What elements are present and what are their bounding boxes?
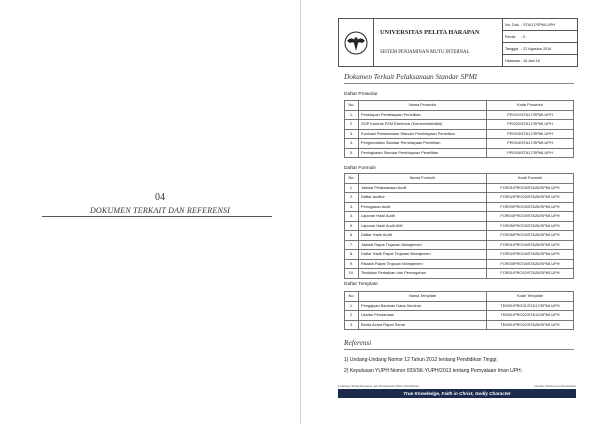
row-code: FOR04/PRO03/STA26/SPMI-UPH — [487, 212, 574, 222]
column-header: Kode Prosedur — [487, 101, 574, 111]
reference-item: 1) Undang-Undang Nomor 12 Tahun 2012 tentang Pendidikan Tinggi; — [344, 357, 498, 363]
row-number: 4. — [345, 212, 359, 222]
table-row — [345, 231, 574, 241]
chapter-number: 04 — [155, 192, 165, 203]
references-title: Referensi — [344, 338, 372, 347]
table-row — [345, 139, 574, 149]
row-number: 1. — [345, 110, 359, 120]
row-name: Penetapan Pembiayaan Penelitian — [359, 110, 487, 120]
row-code: PRO04/STA17/SPMI-UPH — [487, 139, 574, 149]
row-code: TEM01/PRO02/STA12/SPMI-UPH — [487, 311, 574, 321]
prosedur-label: Daftar Prosedur — [344, 92, 378, 97]
row-number: 1. — [345, 183, 359, 193]
row-number: 3. — [345, 129, 359, 139]
meta-row — [503, 55, 577, 66]
column-header: Kode Template — [487, 292, 574, 302]
table-header-row — [345, 174, 574, 184]
row-code: FOR02/PRO03/STA26/SPMI-UPH — [487, 193, 574, 203]
row-code: FOR06/PRO03/STA26/SPMI-UPH — [487, 231, 574, 241]
row-name: Pengendalian Standar Pembiayaan Penelitian — [359, 139, 487, 149]
table-row — [345, 202, 574, 212]
references-rule — [344, 349, 574, 350]
row-code: FOR01/PRO10/STA26/SPMI-UPH — [487, 269, 574, 279]
meta-key: Revisi — [505, 34, 516, 39]
row-code: TEM01/PRO01/STA17/SPMI-UPH — [487, 301, 574, 311]
row-number: 2. — [345, 193, 359, 203]
formulir-table — [344, 173, 574, 279]
row-number: 2. — [345, 120, 359, 130]
university-logo — [339, 19, 374, 66]
row-name: Usulan Pendanaan — [359, 311, 487, 321]
table-header-row — [345, 101, 574, 111]
row-number: 5. — [345, 148, 359, 158]
row-number: 9. — [345, 259, 359, 269]
table-row — [345, 193, 574, 203]
column-header: Nama Prosedur — [359, 101, 487, 111]
row-code: FOR01/PRO04/STA26/SPMI-UPH — [487, 240, 574, 250]
row-name: Laporan Hasil Audit — [359, 212, 487, 222]
table-row — [345, 148, 574, 158]
meta-key: Tanggal — [505, 46, 519, 51]
table-row — [345, 250, 574, 260]
column-header: Kode Formulir — [487, 174, 574, 184]
table-row — [345, 183, 574, 193]
table-row — [345, 259, 574, 269]
row-name: Jadwal Pelaksanaan Audit — [359, 183, 487, 193]
row-number: 1. — [345, 301, 359, 311]
meta-value: : 0 — [521, 34, 526, 39]
row-number: 4. — [345, 139, 359, 149]
row-name: Evaluasi Pelaksanaan Standar Pembiayaan Penelitian — [359, 129, 487, 139]
row-number: 2. — [345, 311, 359, 321]
row-number: 8. — [345, 250, 359, 260]
row-number: 5. — [345, 221, 359, 231]
chapter-rule — [42, 216, 272, 217]
column-header: Nama Template — [359, 292, 487, 302]
template-table — [344, 291, 574, 330]
chapter-title: DOKUMEN TERKAIT DAN REFERENSI — [89, 206, 231, 215]
table-row — [345, 110, 574, 120]
meta-key: No. Dok. — [505, 22, 520, 27]
eagle-crest-icon — [343, 30, 369, 56]
row-name: Daftar Hadir Rapat Tinjauan Manajemen — [359, 250, 487, 260]
system-name: SISTEM PENJAMINAN MUTU INTERNAL — [380, 50, 470, 55]
meta-row — [503, 19, 577, 31]
meta-key: Halaman — [505, 58, 521, 63]
table-row — [345, 311, 574, 321]
meta-value: : STA/17/SPMI-UPH — [521, 22, 556, 27]
meta-value: : 22 Agustus 2016 — [521, 46, 552, 51]
row-name: Jadwal Rapat Tinjauan Manajemen — [359, 240, 487, 250]
column-header: No. — [345, 174, 359, 184]
formulir-label: Daftar Formulir — [344, 166, 376, 171]
template-label: Daftar Template — [344, 282, 378, 287]
title-rule — [344, 83, 574, 84]
table-row — [345, 212, 574, 222]
row-name: Daftar Auditor — [359, 193, 487, 203]
page-gutter — [300, 0, 301, 424]
prosedur-table — [344, 100, 574, 158]
row-name: SOP Kontrak PZM Eksternal (Kemenristekdikti) — [359, 120, 487, 130]
document-title: Dokumen Terkait Pelaksanaan Standar SPMI — [344, 72, 478, 81]
row-code: PRO03/STA17/SPMI-UPH — [487, 129, 574, 139]
row-number: 6. — [345, 231, 359, 241]
column-header: Nama Formulir — [359, 174, 487, 184]
footer-motto: True Knowledge, Faith in Christ, Godly Character — [338, 389, 576, 398]
row-number: 3. — [345, 320, 359, 330]
row-code: FOR01/PRO03/STA26/SPMI-UPH — [487, 183, 574, 193]
row-name: Berita Acara Rapat Senat — [359, 320, 487, 330]
table-row — [345, 129, 574, 139]
column-header: No. — [345, 292, 359, 302]
footer-institution: Lembaga Pengembangan dan Penjaminan Mutu Pendidikan — [338, 384, 420, 388]
table-header-row — [345, 292, 574, 302]
row-code: PRO05/STA17/SPMI-UPH — [487, 148, 574, 158]
table-row — [345, 120, 574, 130]
meta-row — [503, 31, 577, 43]
row-name: Laporan Hasil Audit AMI — [359, 221, 487, 231]
row-name: Pengajuan Bantuan Dana Seminar — [359, 301, 487, 311]
row-code: PRO01/STA17/SPMI-UPH — [487, 110, 574, 120]
row-name: Penugasan Audit — [359, 202, 487, 212]
row-name: Tindakan Perbaikan dan Pencegahan — [359, 269, 487, 279]
table-row — [345, 240, 574, 250]
row-code: PRO02/STA17/SPMI-UPH — [487, 120, 574, 130]
meta-row — [503, 43, 577, 55]
university-name: UNIVERSITAS PELITA HARAPAN — [380, 29, 480, 36]
table-row — [345, 301, 574, 311]
column-header: No. — [345, 101, 359, 111]
row-number: 10. — [345, 269, 359, 279]
meta-value: : 16 dari 16 — [521, 58, 540, 63]
row-code: TEM01/PRO02/STA26/SPMI-UPH — [487, 320, 574, 330]
table-row — [345, 221, 574, 231]
document-meta — [503, 19, 577, 66]
row-number: 7. — [345, 240, 359, 250]
table-row — [345, 269, 574, 279]
reference-item: 2) Keputusan YUPH Nomor 033/SK-YUPH/2013 tentang Pernyataan Iman UPH; — [344, 368, 523, 374]
row-code: FOR02/PRO04/STA26/SPMI-UPH — [487, 250, 574, 260]
row-code: FOR03/PRO04/STA26/SPMI-UPH — [487, 259, 574, 269]
row-name: Peningkatan Standar Pembiayaan Penelitian — [359, 148, 487, 158]
row-name: Daftar Hadir Audit — [359, 231, 487, 241]
footer-standard: Standar Pembiayaan Penelitian — [533, 384, 576, 388]
row-code: FOR05/PRO03/STA26/SPMI-UPH — [487, 221, 574, 231]
row-number: 3. — [345, 202, 359, 212]
table-row — [345, 320, 574, 330]
row-code: FOR03/PRO03/STA26/SPMI-UPH — [487, 202, 574, 212]
row-name: Risalah Rapat Tinjauan Manajemen — [359, 259, 487, 269]
document-header — [338, 18, 578, 67]
